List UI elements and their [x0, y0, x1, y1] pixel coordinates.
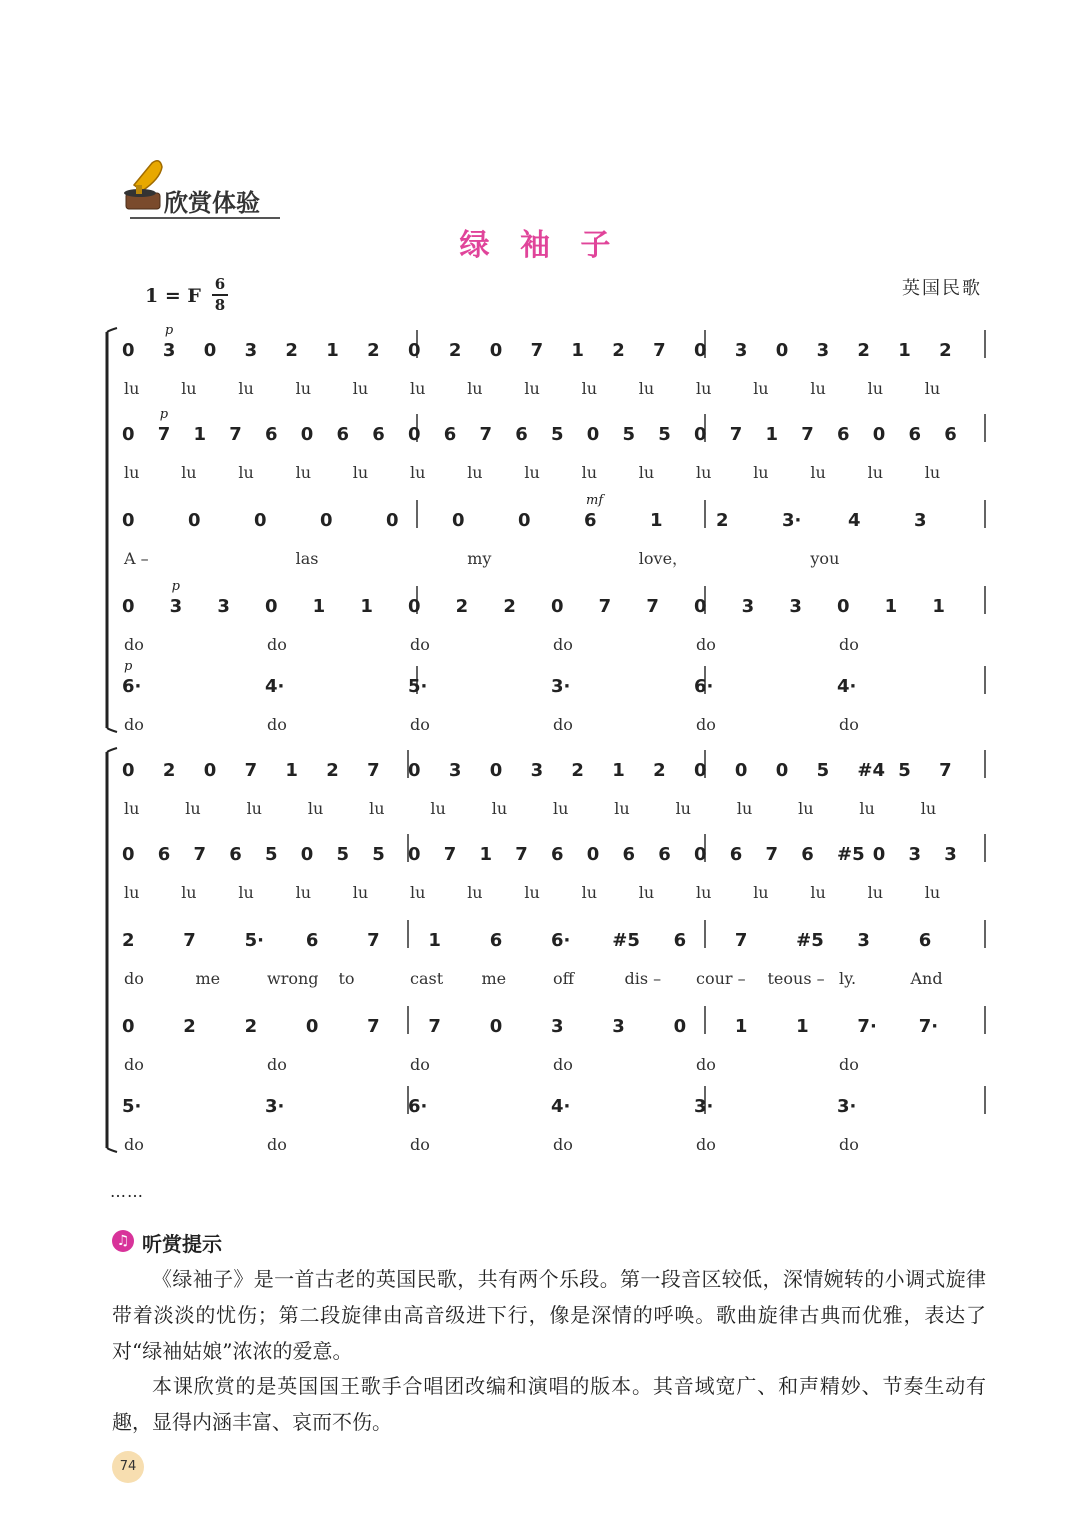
note: 1 — [796, 1016, 809, 1037]
note: 0 — [489, 1016, 503, 1037]
note: 0 — [408, 596, 421, 617]
lyric: teous – — [767, 969, 825, 988]
lyric: lu — [810, 379, 826, 398]
lyric: do — [410, 1055, 430, 1074]
lyric: lu — [753, 379, 769, 398]
lyric: A – — [124, 549, 149, 568]
note: 1 — [650, 510, 663, 531]
dynamic-mark: mf — [586, 493, 604, 508]
note: 7 — [939, 760, 952, 781]
lyric: lu — [524, 883, 540, 902]
lyric: lu — [181, 883, 197, 902]
note: 0 — [122, 340, 135, 361]
lyric: lu — [581, 379, 598, 398]
meter-top: 6 — [214, 275, 226, 293]
note: 3 — [551, 1016, 564, 1037]
lyric: lu — [638, 883, 655, 902]
lyric: lu — [124, 463, 140, 482]
lyric: lu — [553, 799, 569, 818]
note: 3· — [551, 676, 571, 697]
note: 2 — [455, 596, 469, 617]
note: 7 — [428, 1016, 441, 1037]
lyric: you — [810, 549, 840, 568]
lyric: do — [553, 1135, 573, 1154]
dynamic-mark: p — [159, 407, 169, 422]
note: 0 — [551, 596, 564, 617]
note: 6 — [908, 424, 922, 445]
note: 3 — [162, 340, 176, 361]
lyric: lu — [491, 799, 508, 818]
lyric: do — [410, 635, 430, 654]
lyric: lu — [810, 883, 826, 902]
lyric: cast — [410, 969, 444, 988]
note: 0 — [265, 596, 278, 617]
lyric: lu — [696, 883, 712, 902]
lyric: me — [481, 969, 507, 988]
note: 3· — [265, 1096, 285, 1117]
note: 3 — [169, 596, 183, 617]
lyric: do — [553, 715, 573, 734]
note: 3 — [244, 340, 258, 361]
lyric: do — [839, 1135, 859, 1154]
note: 7 — [729, 424, 743, 445]
note: 3· — [782, 510, 802, 531]
note: 0 — [188, 510, 201, 531]
lyric: my — [467, 549, 492, 568]
lyric: lu — [238, 463, 254, 482]
lyric: lu — [867, 463, 884, 482]
note: 1 — [285, 760, 298, 781]
lyric: lu — [467, 463, 483, 482]
lyric: lu — [614, 799, 630, 818]
note: 7 — [244, 760, 258, 781]
lyric: lu — [181, 463, 197, 482]
lyric: do — [553, 1055, 573, 1074]
lyric: lu — [924, 463, 941, 482]
note: 0 — [673, 1016, 687, 1037]
note: 0 — [122, 760, 135, 781]
note: 0 — [203, 760, 217, 781]
bracket-top-hook — [107, 328, 117, 332]
lyric: cour – — [696, 969, 746, 988]
note: 0 — [408, 760, 421, 781]
lyric: lu — [581, 883, 598, 902]
lyric: lu — [467, 883, 483, 902]
lyric: do — [124, 635, 144, 654]
note: 0 — [489, 760, 503, 781]
note: 3 — [857, 930, 870, 951]
note: 0 — [386, 510, 399, 531]
note: 3 — [914, 510, 927, 531]
note: 1 — [193, 424, 207, 445]
lyric: off — [553, 969, 574, 988]
note: 0 — [837, 596, 850, 617]
note: 0 — [694, 760, 707, 781]
lyric: love， — [638, 549, 689, 568]
note: 6 — [229, 844, 242, 865]
note: 0 — [305, 1016, 319, 1037]
note: 0 — [734, 760, 748, 781]
note: 2 — [448, 340, 462, 361]
lyric: lu — [467, 379, 483, 398]
note: 5 — [622, 424, 636, 445]
note: 2 — [244, 1016, 258, 1037]
lyric: lu — [524, 463, 540, 482]
lyric: lu — [295, 883, 312, 902]
note: 1 — [884, 596, 898, 617]
note: 2 — [285, 340, 298, 361]
lyric: And — [910, 969, 943, 988]
note: 1 — [765, 424, 779, 445]
note: 7 — [193, 844, 207, 865]
note: 5· — [122, 1096, 142, 1117]
note: 2 — [653, 760, 666, 781]
lyric: lu — [295, 463, 312, 482]
note: 7 — [229, 424, 242, 445]
note: 4· — [837, 676, 857, 697]
lyric: do — [267, 1055, 287, 1074]
section-label: 欣赏体验 — [164, 189, 260, 217]
lyric: lu — [181, 379, 197, 398]
note: 6 — [372, 424, 385, 445]
note: 6· — [551, 930, 571, 951]
lyric: lu — [124, 799, 140, 818]
lyric: lu — [859, 799, 875, 818]
music-note-icon: ♫ — [112, 1230, 134, 1252]
note: 1 — [360, 596, 373, 617]
note: 0 — [586, 424, 600, 445]
note: 0 — [408, 340, 421, 361]
note: 0 — [872, 424, 886, 445]
note: 6 — [157, 844, 171, 865]
lyric: me — [195, 969, 221, 988]
page-number: 74 — [112, 1451, 144, 1483]
lyric: do — [124, 1135, 144, 1154]
note: 0 — [122, 1016, 135, 1037]
note: 0 — [122, 596, 135, 617]
lyric: do — [696, 1055, 716, 1074]
bracket-top-hook — [107, 748, 117, 752]
note: 0 — [775, 340, 789, 361]
lyric: lu — [753, 463, 769, 482]
lyric: lu — [581, 463, 598, 482]
lyric: do — [267, 635, 287, 654]
lyric: lu — [430, 799, 446, 818]
dynamic-mark: p — [124, 659, 133, 674]
lyric: lu — [352, 883, 369, 902]
note: 5 — [551, 424, 564, 445]
note: 0 — [300, 844, 314, 865]
lyric: to — [338, 969, 355, 988]
note: 1 — [479, 844, 493, 865]
lyric: do — [410, 1135, 430, 1154]
note: 7· — [857, 1016, 877, 1037]
lyric: lu — [246, 799, 262, 818]
note: 3 — [908, 844, 922, 865]
note: 0 — [694, 424, 707, 445]
note: 0 — [254, 510, 267, 531]
note: 4· — [265, 676, 285, 697]
note: 3 — [944, 844, 957, 865]
note: 7 — [479, 424, 493, 445]
note: 7 — [367, 760, 380, 781]
note: 7 — [367, 930, 380, 951]
note: 0 — [586, 844, 600, 865]
note: 2 — [857, 340, 870, 361]
note: 3 — [612, 1016, 625, 1037]
lyric: lu — [238, 379, 254, 398]
note: 6 — [489, 930, 503, 951]
lyric: lu — [352, 463, 369, 482]
note: 2 — [162, 760, 176, 781]
note: 0 — [300, 424, 314, 445]
lyric: do — [124, 715, 144, 734]
note: 0 — [489, 340, 503, 361]
lyric: lu — [124, 883, 140, 902]
note: 0 — [694, 596, 707, 617]
note: 2 — [503, 596, 516, 617]
note: 7 — [734, 930, 748, 951]
note: 6 — [801, 844, 814, 865]
composer: 英国民歌 — [902, 278, 982, 299]
note: 5 — [265, 844, 278, 865]
note: 6 — [658, 844, 671, 865]
note: 6 — [622, 844, 636, 865]
note: 7 — [157, 424, 171, 445]
lyric: lu — [524, 379, 540, 398]
note: 6 — [837, 424, 850, 445]
lyric: lu — [238, 883, 254, 902]
lyric: do — [839, 635, 859, 654]
note: 5 — [372, 844, 385, 865]
note: 5 — [658, 424, 671, 445]
note: 3 — [217, 596, 230, 617]
lyric: lu — [867, 883, 884, 902]
note: 3 — [816, 340, 830, 361]
lyric: las — [295, 549, 319, 568]
note: 1 — [612, 760, 625, 781]
lyric: lu — [736, 799, 753, 818]
lyric: lu — [924, 883, 941, 902]
note: #4 — [857, 760, 886, 781]
lyric: lu — [696, 463, 712, 482]
lyric: lu — [410, 463, 426, 482]
lyric: lu — [638, 379, 655, 398]
note: 6 — [515, 424, 528, 445]
lyric: lu — [185, 799, 201, 818]
note: 5 — [816, 760, 830, 781]
note: 6· — [122, 676, 142, 697]
note: 3 — [741, 596, 755, 617]
note: 6· — [694, 676, 714, 697]
note: 6 — [918, 930, 932, 951]
lyric: do — [839, 715, 859, 734]
note: 6 — [584, 510, 597, 531]
note: 6 — [265, 424, 278, 445]
song-title: 绿 袖 子 — [459, 228, 621, 263]
dynamic-mark: p — [164, 323, 174, 338]
lyric: lu — [410, 379, 426, 398]
lyric: lu — [920, 799, 937, 818]
note: 7 — [598, 596, 612, 617]
note: 0 — [408, 424, 421, 445]
lyric: do — [696, 1135, 716, 1154]
note: 0 — [694, 340, 707, 361]
lyric: do — [267, 715, 287, 734]
note: 0 — [203, 340, 217, 361]
note: 2 — [183, 1016, 196, 1037]
continuation-ellipsis: …… — [110, 1182, 144, 1201]
note: #5 — [796, 930, 824, 951]
note: 1 — [932, 596, 945, 617]
lyric: lu — [867, 379, 884, 398]
note: 6 — [551, 844, 564, 865]
note: 0 — [452, 510, 465, 531]
lyric: dis – — [624, 969, 662, 988]
note: 0 — [872, 844, 886, 865]
lyric: do — [124, 969, 144, 988]
note: 7 — [443, 844, 457, 865]
lyric: lu — [753, 883, 769, 902]
tips-paragraph-1: 《绿袖子》是一首古老的英国民歌，共有两个乐段。第一段音区较低，深情婉转的小调式旋律带着淡淡的忧伤；第二段旋律由高音级进下行，像是深情的呼唤。歌曲旋律古典而优雅，表达了对“绿袖姑娘”浓浓的爱意。 — [112, 1267, 986, 1363]
note: 7 — [530, 340, 544, 361]
note: 7 — [646, 596, 659, 617]
note: 0 — [518, 510, 531, 531]
note: 0 — [122, 510, 135, 531]
note: 2 — [122, 930, 135, 951]
note: 1 — [734, 1016, 748, 1037]
note: 2 — [716, 510, 729, 531]
note: 4 — [848, 510, 861, 531]
lyric: do — [553, 635, 573, 654]
lyric: lu — [810, 463, 826, 482]
note: 2 — [612, 340, 625, 361]
lyric: do — [410, 715, 430, 734]
lyric: lu — [638, 463, 655, 482]
note: 0 — [122, 424, 135, 445]
note: 0 — [122, 844, 135, 865]
note: 7 — [801, 424, 814, 445]
lyric: wrong — [267, 969, 319, 988]
note: 3 — [530, 760, 544, 781]
lyric: lu — [369, 799, 385, 818]
note: 0 — [775, 760, 789, 781]
note: 7 — [765, 844, 779, 865]
key-signature: 1 = F — [145, 285, 201, 307]
meter-bottom: 8 — [214, 296, 226, 314]
note: 1 — [428, 930, 441, 951]
lyric: ly. — [839, 969, 857, 988]
lyric: lu — [410, 883, 426, 902]
lyric: lu — [307, 799, 324, 818]
lyric: do — [696, 635, 716, 654]
lyric: lu — [675, 799, 691, 818]
note: 6 — [944, 424, 957, 445]
note: 2 — [571, 760, 584, 781]
note: 1 — [326, 340, 339, 361]
note: 1 — [898, 340, 911, 361]
note: 3 — [789, 596, 802, 617]
note: 6 — [443, 424, 457, 445]
note: 6· — [408, 1096, 428, 1117]
note: 2 — [939, 340, 952, 361]
note: 7 — [515, 844, 528, 865]
note: 3· — [837, 1096, 857, 1117]
note: 6 — [673, 930, 687, 951]
lyric: lu — [352, 379, 369, 398]
note: 3 — [448, 760, 462, 781]
note: 6 — [305, 930, 319, 951]
note: 0 — [408, 844, 421, 865]
note: 2 — [367, 340, 380, 361]
lyric: lu — [798, 799, 814, 818]
note: 7· — [918, 1016, 939, 1037]
note: 7 — [183, 930, 196, 951]
note: 4· — [551, 1096, 571, 1117]
lyric: lu — [124, 379, 140, 398]
note: 0 — [694, 844, 707, 865]
note: #5 — [837, 844, 865, 865]
note: 3 — [734, 340, 748, 361]
note: 6 — [336, 424, 350, 445]
note: 6 — [729, 844, 743, 865]
bracket-bottom-hook — [107, 728, 117, 732]
note: 1 — [312, 596, 326, 617]
tips-paragraph-2: 本课欣赏的是英国国王歌手合唱团改编和演唱的版本。其音域宽广、和声精妙、节奏生动有趣，显得内涵丰富、哀而不伤。 — [112, 1374, 986, 1434]
dynamic-mark: p — [171, 579, 180, 594]
bracket-bottom-hook — [107, 1148, 117, 1152]
lyric: lu — [295, 379, 312, 398]
note: 1 — [571, 340, 584, 361]
note: 2 — [326, 760, 339, 781]
note: 5· — [244, 930, 264, 951]
note: 0 — [320, 510, 333, 531]
lyric: do — [839, 1055, 859, 1074]
note: 3· — [694, 1096, 714, 1117]
lyric: lu — [696, 379, 712, 398]
note: 5 — [336, 844, 350, 865]
listening-tips-title: 听赏提示 — [142, 1232, 222, 1256]
lyric: do — [124, 1055, 144, 1074]
note: 7 — [653, 340, 666, 361]
lyric: do — [696, 715, 716, 734]
note: 5 — [898, 760, 911, 781]
note: #5 — [612, 930, 640, 951]
lyric: do — [267, 1135, 287, 1154]
lyric: lu — [924, 379, 941, 398]
note: 5· — [408, 676, 428, 697]
note: 7 — [367, 1016, 380, 1037]
